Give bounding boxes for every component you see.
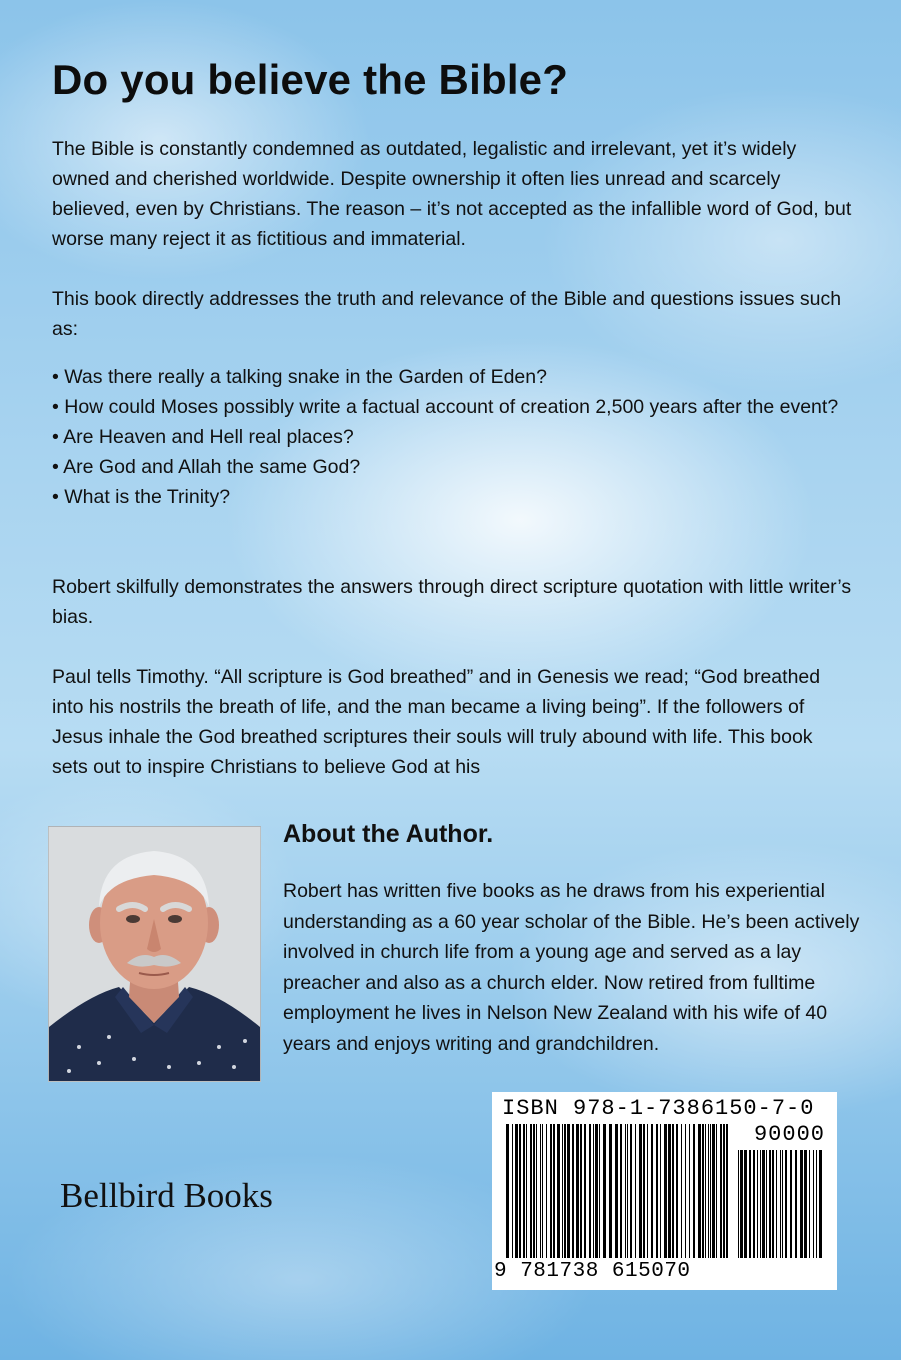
- barcode-bar: [567, 1124, 570, 1258]
- barcode-bar: [557, 1124, 560, 1258]
- barcode-bar: [685, 1124, 686, 1258]
- barcode-bar: [795, 1150, 797, 1258]
- barcode-bar: [609, 1124, 612, 1258]
- barcode-bar: [738, 1150, 739, 1258]
- page-title: Do you believe the Bible?: [52, 56, 569, 103]
- about-author-heading: About the Author.: [283, 820, 494, 848]
- barcode-bar: [726, 1124, 728, 1258]
- barcode-bar: [708, 1124, 709, 1258]
- barcode-bar: [816, 1150, 817, 1258]
- barcode-bar: [635, 1124, 636, 1258]
- barcode-bar: [782, 1150, 783, 1258]
- barcode-bar: [620, 1124, 622, 1258]
- list-item: • Are God and Allah the same God?: [52, 456, 361, 478]
- barcode-bar: [702, 1124, 704, 1258]
- barcode-bar: [762, 1150, 765, 1258]
- barcode-bar: [672, 1124, 674, 1258]
- barcode-bar: [506, 1124, 509, 1258]
- barcode-bar: [589, 1124, 591, 1258]
- barcode-bar: [533, 1124, 535, 1258]
- barcode-bar: [593, 1124, 594, 1258]
- barcode-bar: [698, 1124, 701, 1258]
- barcode-bar: [740, 1150, 743, 1258]
- barcode-bar: [689, 1124, 690, 1258]
- list-item: • How could Moses possibly write a factual account of creation 2,500 years after the event?: [52, 396, 839, 418]
- barcode-bar: [564, 1124, 566, 1258]
- barcode-bar: [639, 1124, 642, 1258]
- barcode-bar: [766, 1150, 767, 1258]
- barcode-bar: [800, 1150, 803, 1258]
- barcode-bar: [710, 1124, 711, 1258]
- barcode-bar: [512, 1124, 513, 1258]
- barcode-bar: [651, 1124, 653, 1258]
- barcode-bar: [572, 1124, 574, 1258]
- author-portrait-illustration: [49, 827, 260, 1081]
- addon-barcode-bars: [738, 1150, 824, 1258]
- barcode-bar: [523, 1124, 525, 1258]
- barcode-bar: [595, 1124, 598, 1258]
- barcode-bar: [749, 1150, 751, 1258]
- barcode-bar: [630, 1124, 632, 1258]
- barcode-bar: [776, 1150, 777, 1258]
- intro-paragraph: The Bible is constantly condemned as outdated, legalistic and irrelevant, yet it’s widely owned and cherished worldwide. Despite ownership it often lies unread and scarcely believed, even by Christians. The reason – it’s not accepted as the infallible word of God, but worse many reject it as fictitious and immaterial.: [52, 138, 852, 250]
- list-item: • What is the Trinity?: [52, 486, 231, 508]
- barcode-bar: [542, 1124, 543, 1258]
- barcode-bar: [656, 1124, 658, 1258]
- isbn-label: ISBN 978-1-7386150-7-0: [502, 1096, 815, 1121]
- list-item: • Are Heaven and Hell real places?: [52, 426, 354, 448]
- barcode-bar: [757, 1150, 758, 1258]
- barcode-bar: [515, 1124, 518, 1258]
- author-photo: [48, 826, 261, 1082]
- paul-paragraph: Paul tells Timothy. “All scripture is God breathed” and in Genesis we read; “God breathed into his nostrils the breath of life, and the man became a living being”. If the followers of Jesus inhale the God breathed scriptures their souls will truly abound with life. This book sets out to inspire Christians to believe God at his: [52, 666, 821, 778]
- publisher-name: Bellbird Books: [60, 1176, 273, 1215]
- barcode-bar: [603, 1124, 606, 1258]
- barcode-bar: [676, 1124, 678, 1258]
- addresses-paragraph: This book directly addresses the truth and relevance of the Bible and questions issues such as:: [52, 288, 842, 340]
- barcode-bar: [769, 1150, 771, 1258]
- barcode-bar: [809, 1150, 810, 1258]
- barcode-bar: [716, 1124, 717, 1258]
- barcode-bar: [712, 1124, 715, 1258]
- barcode-bar: [819, 1150, 822, 1258]
- barcode-bar: [530, 1124, 532, 1258]
- barcode-bar: [720, 1124, 722, 1258]
- barcode-bar: [785, 1150, 787, 1258]
- barcode-bar: [772, 1150, 774, 1258]
- barcode-bar: [693, 1124, 695, 1258]
- barcode-bar: [519, 1124, 521, 1258]
- barcode-bar: [760, 1150, 761, 1258]
- barcode-bar: [744, 1150, 747, 1258]
- barcode-bar: [599, 1124, 600, 1258]
- barcode-bar: [804, 1150, 807, 1258]
- barcode-bar: [584, 1124, 586, 1258]
- barcode-bar: [780, 1150, 781, 1258]
- barcode-bar: [615, 1124, 618, 1258]
- barcode-bar: [553, 1124, 555, 1258]
- barcode-bar: [660, 1124, 661, 1258]
- barcode-bar: [668, 1124, 671, 1258]
- barcode-bar: [643, 1124, 645, 1258]
- barcode-bar: [813, 1150, 814, 1258]
- barcode-bar: [536, 1124, 537, 1258]
- barcode-bar: [546, 1124, 547, 1258]
- barcode-bar: [647, 1124, 648, 1258]
- barcode-bar: [705, 1124, 706, 1258]
- barcode-bar: [550, 1124, 552, 1258]
- barcode-bar: [723, 1124, 725, 1258]
- price-code: 90000: [753, 1122, 825, 1147]
- barcode-bars: [506, 1124, 732, 1258]
- barcode-bar: [625, 1124, 626, 1258]
- demonstrates-paragraph: Robert skilfully demonstrates the answers through direct scripture quotation with little writer’s bias.: [52, 576, 852, 628]
- list-item: • Was there really a talking snake in the Garden of Eden?: [52, 366, 547, 388]
- barcode-bar: [580, 1124, 582, 1258]
- barcode-bar: [576, 1124, 579, 1258]
- barcode-bar: [790, 1150, 792, 1258]
- barcode-digits: 9 781738 615070: [494, 1260, 691, 1283]
- isbn-barcode: [492, 1092, 837, 1290]
- barcode-bar: [562, 1124, 563, 1258]
- barcode-bar: [753, 1150, 755, 1258]
- barcode-bar: [681, 1124, 682, 1258]
- barcode-bar: [664, 1124, 667, 1258]
- author-bio: Robert has written five books as he draws from his experiential understanding as a 60 year scholar of the Bible. He’s been actively involved in church life from a young age and served as a lay preacher and also as a church elder. Now retired from fulltime employment he lives in Nelson New Zealand with his wife of 40 years and enjoys writing and grandchildren.: [283, 880, 860, 1055]
- barcode-bar: [540, 1124, 541, 1258]
- questions-list: [52, 362, 852, 512]
- barcode-bar: [627, 1124, 628, 1258]
- barcode-bar: [526, 1124, 527, 1258]
